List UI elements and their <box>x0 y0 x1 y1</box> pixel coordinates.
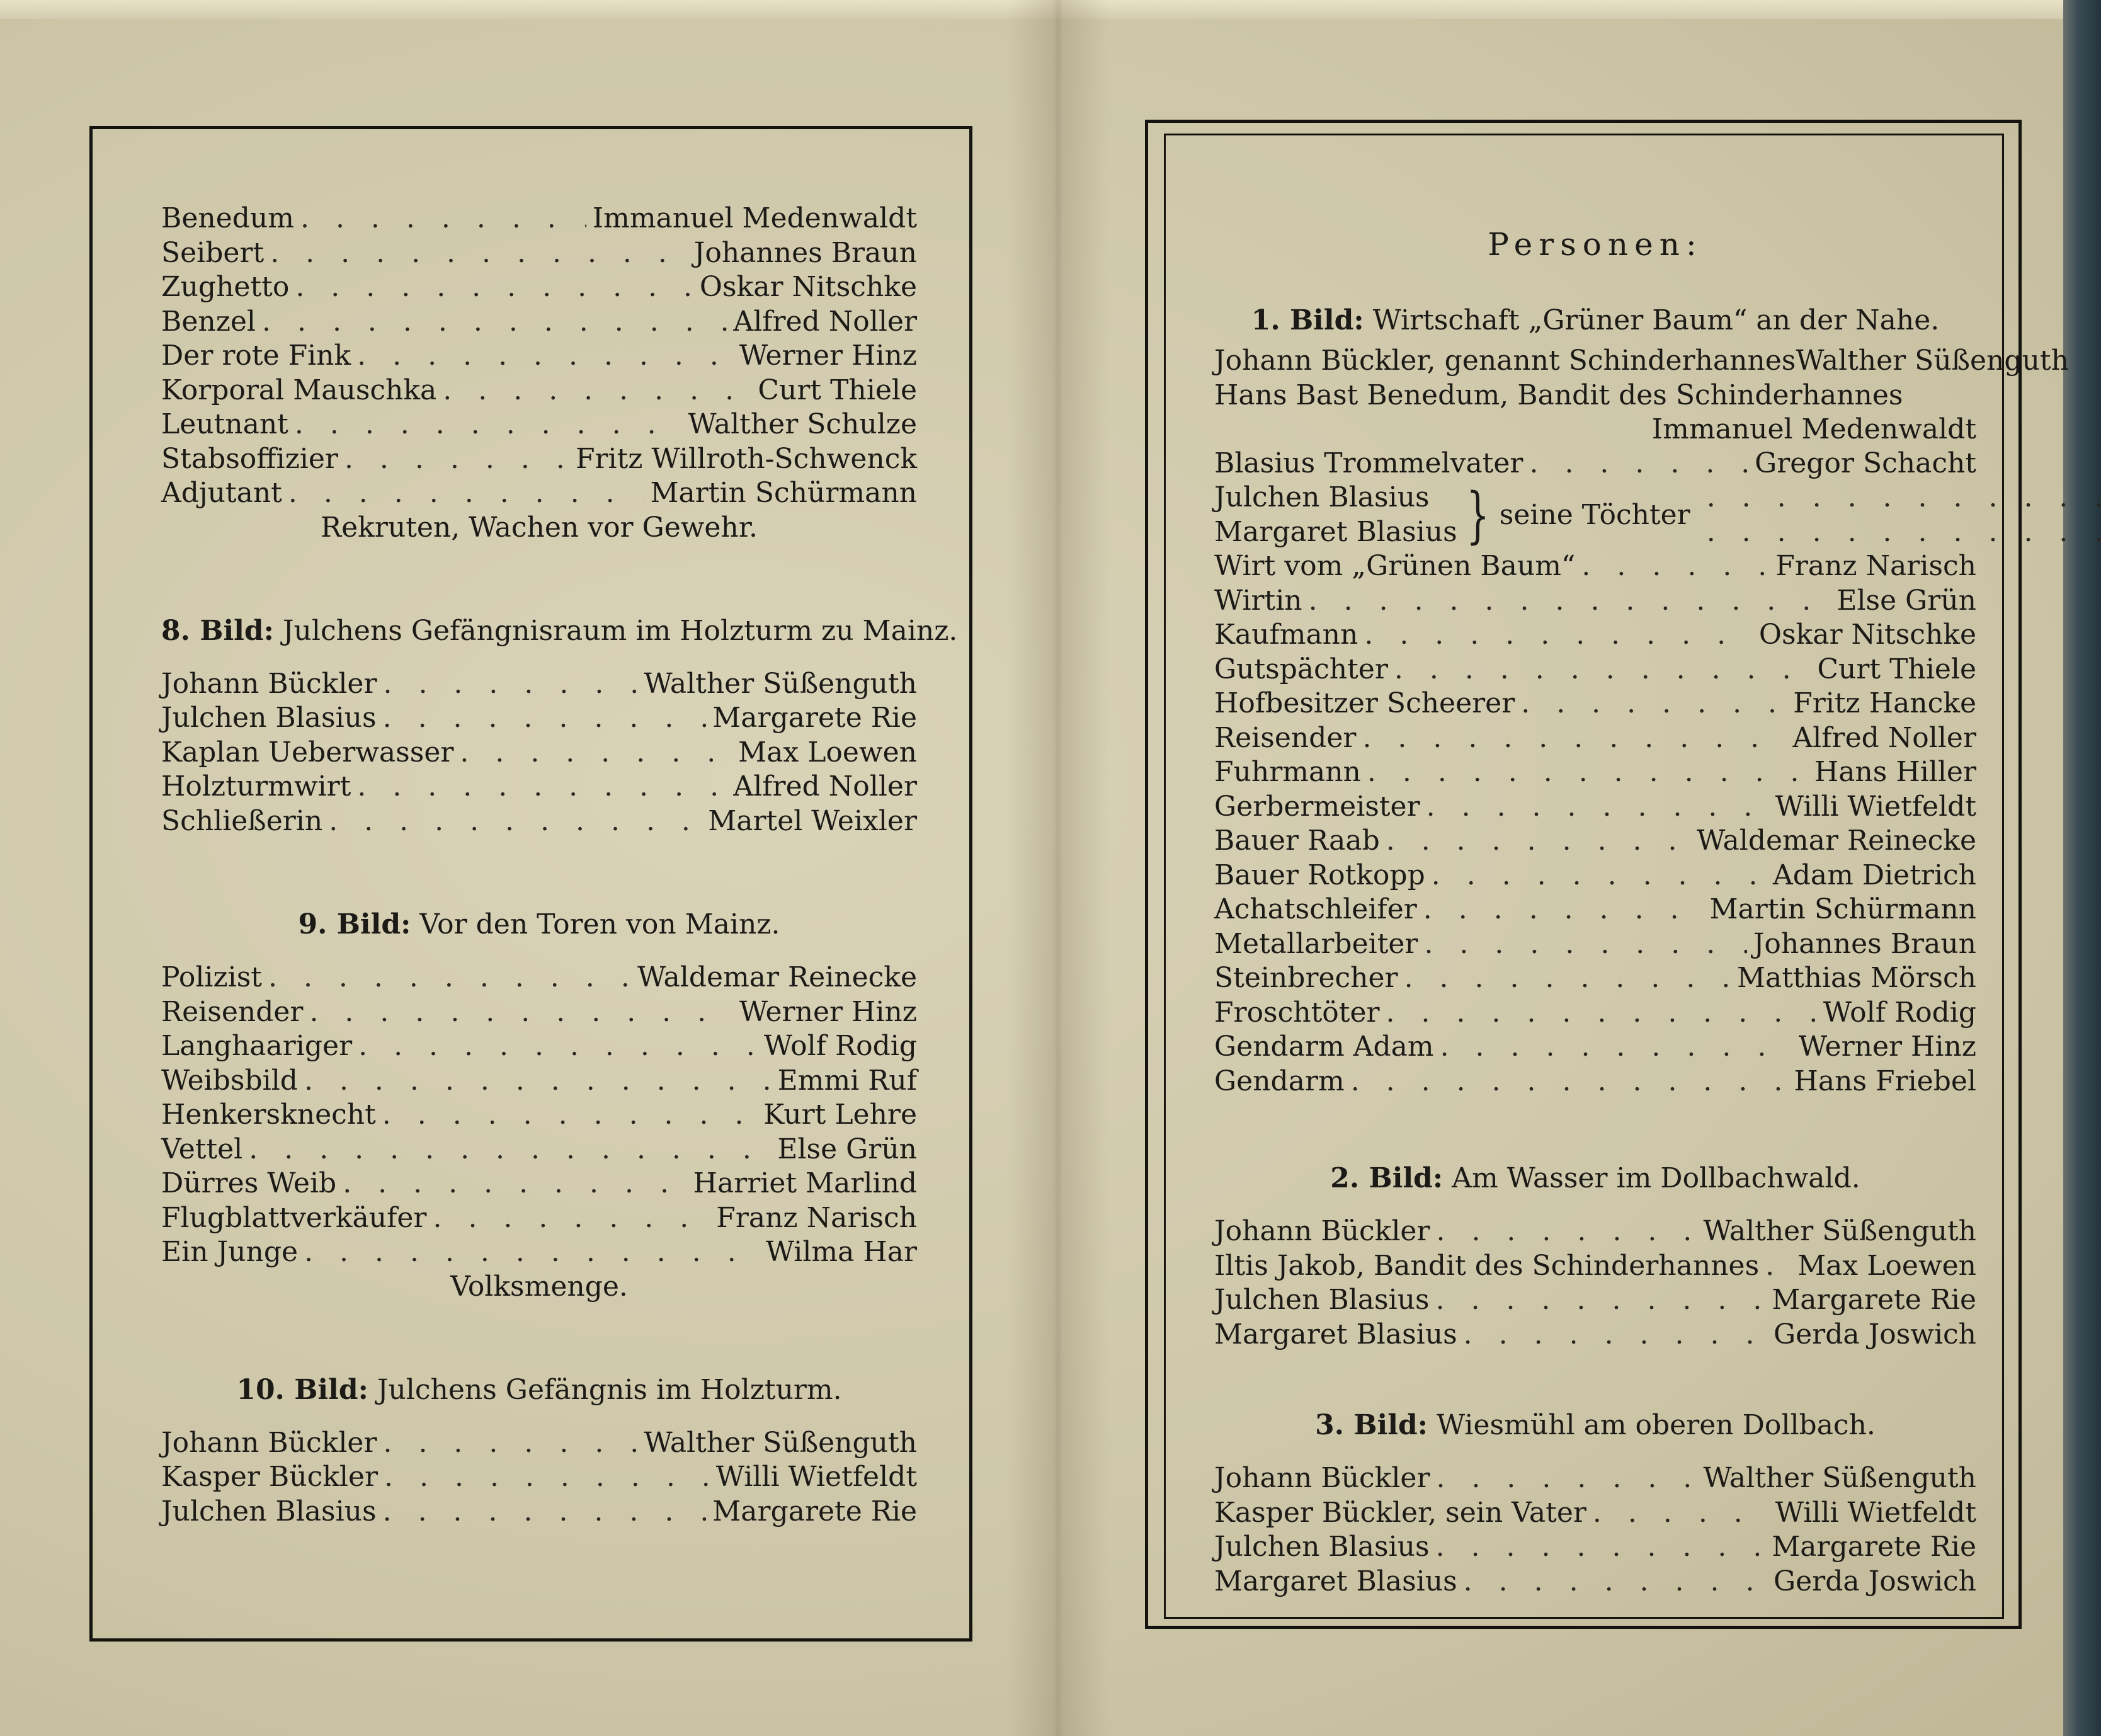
role-name: Bauer Rotkopp <box>1214 859 1425 891</box>
scene-3-heading <box>1214 1408 1976 1442</box>
cast-row <box>161 667 917 702</box>
role-name: Benzel <box>161 305 256 338</box>
cast-row <box>161 305 917 340</box>
scene-8-cast <box>161 667 917 839</box>
cast-row <box>161 1098 917 1133</box>
leader-dots <box>383 701 707 735</box>
actor-name: Oskar Nitschke <box>1758 619 1976 651</box>
scene-2-cast <box>1214 1214 1976 1352</box>
role-name: Bauer Raab <box>1214 825 1380 857</box>
actor-name: Emmi Ruf <box>777 1064 917 1097</box>
role-name: Hans Bast Benedum, Bandit des Schinderhannes <box>1214 379 1903 411</box>
role-name: Gendarm <box>1214 1065 1345 1097</box>
leader-dots <box>268 961 631 995</box>
role-name: Holzturmwirt <box>161 770 351 802</box>
actor-name: Waldemar Reinecke <box>1697 825 1976 857</box>
actor-name: Franz Narisch <box>1775 550 1976 582</box>
leader-dots <box>1707 515 2101 550</box>
cast-row <box>1214 1461 1976 1496</box>
actor-name: Martin Schürmann <box>1709 893 1976 925</box>
actor-name: Willi Wietfeldt <box>1775 790 1976 823</box>
actor-name: Gregor Schacht <box>1755 447 1976 479</box>
scene-1-heading <box>1214 304 1976 338</box>
cast-row <box>161 1167 917 1201</box>
cast-row <box>1214 893 1976 927</box>
actor-name: Walther Süßenguth <box>1796 345 2069 377</box>
actor-name: Max Loewen <box>738 736 917 768</box>
scene-9-title: Vor den Toren von Mainz. <box>419 908 780 940</box>
role-name: Margaret Blasius <box>1214 1318 1457 1351</box>
cast-row <box>161 1064 917 1099</box>
role-name: Reisender <box>161 995 304 1028</box>
role-name: Wirtin <box>1214 584 1302 617</box>
cast-row <box>161 1201 917 1236</box>
scene-1-number: 1. Bild: <box>1251 304 1364 336</box>
actor-name: Willi Wietfeldt <box>715 1461 917 1493</box>
leader-dots <box>249 1133 771 1167</box>
role-name: Julchen Blasius <box>1214 1284 1430 1316</box>
role-name: Dürres Weib <box>161 1167 337 1199</box>
actor-name: Waldemar Reinecke <box>637 961 917 993</box>
actor-name: Martin Schürmann <box>650 477 917 509</box>
cast-row <box>161 236 917 271</box>
leader-dots <box>383 1426 637 1460</box>
leader-dots <box>329 804 702 838</box>
leader-dots <box>1426 790 1769 824</box>
cast-row <box>1214 687 1976 721</box>
cast-row <box>161 770 917 804</box>
actor-name: Margarete Rie <box>1772 1531 1976 1563</box>
actor-name: Willi Wietfeldt <box>1775 1496 1976 1529</box>
cast-row <box>1214 1565 1976 1599</box>
leader-dots <box>1386 996 1817 1030</box>
leader-dots <box>1424 927 1746 961</box>
leader-dots <box>344 442 569 476</box>
leader-dots <box>460 736 732 770</box>
leader-dots <box>1436 1461 1697 1495</box>
role-name: Johann Bückler, genannt Schinderhannes <box>1214 345 1796 377</box>
role-name: Polizist <box>161 961 262 993</box>
scene-9-cast <box>161 961 917 1270</box>
leader-dots <box>262 305 727 339</box>
cast-row <box>1214 755 1976 790</box>
role-name: Wirt vom „Grünen Baum“ <box>1214 550 1576 582</box>
scene-2-title: Am Wasser im Dollbachwald. <box>1452 1162 1860 1194</box>
actor-name: Werner Hinz <box>739 340 917 372</box>
leader-dots <box>288 476 644 510</box>
cast-row <box>1214 790 1976 825</box>
leader-dots <box>1440 1030 1792 1064</box>
cast-row <box>161 1029 917 1064</box>
actor-name: Immanuel Medenwaldt <box>1651 413 1976 445</box>
cast-row <box>1214 1496 1976 1531</box>
actor-name: Walther Süßenguth <box>644 667 917 700</box>
cast-row <box>161 961 917 995</box>
actor-name: Martel Weixler <box>708 804 917 837</box>
actor-name: Margarete Rie <box>712 702 917 734</box>
scene-1-title: Wirtschaft „Grüner Baum“ an der Nahe. <box>1372 304 1940 336</box>
actor-name: Harriet Marlind <box>693 1167 917 1199</box>
role-name: Hofbesitzer Scheerer <box>1214 687 1515 719</box>
cast-row <box>161 701 917 736</box>
cast-row <box>161 1235 917 1270</box>
leader-dots <box>1707 481 2101 515</box>
cast-row <box>1214 1065 1976 1099</box>
role-name: Vettel <box>161 1133 243 1165</box>
leader-dots <box>433 1201 710 1235</box>
cast-row <box>161 202 917 236</box>
right-page-content <box>1214 226 2069 1599</box>
cast-row <box>161 1460 917 1495</box>
actor-name: Oskar Nitschke <box>699 271 917 303</box>
leader-dots <box>1394 653 1811 687</box>
sisters-label: seine Töchter <box>1499 499 1690 531</box>
cast-row <box>161 408 917 442</box>
leader-dots <box>1464 1318 1767 1352</box>
leader-dots <box>357 770 727 804</box>
cast-row <box>1214 996 1976 1031</box>
scene-3-number: 3. Bild: <box>1315 1409 1428 1441</box>
leader-dots <box>295 270 693 304</box>
actor-name: Johannes Braun <box>693 236 917 269</box>
scene-9-note: Volksmenge. <box>450 1270 628 1303</box>
role-name: Johann Bückler <box>161 667 377 700</box>
cast-row <box>161 442 917 477</box>
leader-dots <box>1309 584 1831 618</box>
role-name: Flugblattverkäufer <box>161 1201 427 1234</box>
role-name: Johann Bückler <box>1214 1462 1430 1494</box>
leader-dots <box>1436 1283 1766 1317</box>
role-name: Leutnant <box>161 408 288 440</box>
leader-dots <box>1404 961 1731 995</box>
book-spine <box>2063 0 2101 1736</box>
actor-name: Wolf Rodig <box>763 1030 917 1062</box>
cast-row <box>1214 824 1976 859</box>
page-title: Personen: <box>1488 226 1703 263</box>
actor-name: Wolf Rodig <box>1823 996 1976 1029</box>
cast-row <box>1214 1214 1976 1249</box>
leader-dots <box>1367 755 1808 789</box>
scene-9-heading <box>161 908 917 942</box>
cast-row <box>1214 1030 1976 1065</box>
actor-name: Fritz Hancke <box>1793 687 1976 719</box>
leader-dots <box>384 1460 710 1494</box>
scene-9-number: 9. Bild: <box>298 908 411 940</box>
continuation-cast <box>161 202 917 511</box>
cast-row <box>1214 618 1976 653</box>
scene-8-heading <box>161 614 958 648</box>
actor-name: Johannes Braun <box>1753 927 1976 960</box>
cast-row <box>1214 549 1976 584</box>
cast-row <box>1214 721 1976 756</box>
role-name: Iltis Jakob, Bandit des Schinderhannes <box>1214 1249 1760 1282</box>
actor-name: Margarete Rie <box>1772 1284 1976 1316</box>
scene-10-title: Julchens Gefängnis im Holzturm. <box>377 1373 842 1406</box>
leader-dots <box>1436 1214 1697 1248</box>
scene-1-cast <box>1214 549 1976 1099</box>
role-name: Gendarm Adam <box>1214 1031 1434 1063</box>
brace-icon: } <box>1466 479 1489 551</box>
cast-row <box>1214 653 1976 687</box>
leader-dots <box>1364 618 1753 652</box>
cast-row <box>161 476 917 511</box>
role-name: Korporal Mauschka <box>161 374 437 406</box>
cast-row <box>161 804 917 839</box>
role-name: Der rote Fink <box>161 340 351 372</box>
leader-dots <box>358 1029 758 1063</box>
leader-dots <box>1362 721 1786 755</box>
actor-name: Hans Friebel <box>1794 1065 1976 1097</box>
role-name: Kasper Bückler <box>161 1461 379 1493</box>
leader-dots <box>1432 859 1767 893</box>
left-page-content <box>161 202 958 1529</box>
actor-name: Walther Schulze <box>688 408 917 440</box>
actor-name: Walther Süßenguth <box>1703 1215 1976 1247</box>
actor-name: Franz Narisch <box>716 1201 917 1234</box>
actor-name: Werner Hinz <box>1798 1031 1976 1063</box>
cast-row <box>161 339 917 374</box>
cast-row <box>1214 1318 1976 1352</box>
scene-3-title: Wiesmühl am oberen Dollbach. <box>1436 1409 1876 1441</box>
cast-row <box>1214 927 1976 962</box>
role-name: Fuhrmann <box>1214 756 1361 788</box>
leader-dots <box>1423 893 1704 927</box>
actor-name: Gerda Joswich <box>1773 1565 1976 1597</box>
leader-dots <box>295 408 682 442</box>
cast-row <box>1214 1283 1976 1318</box>
role-name: Kaplan Ueberwasser <box>161 736 454 768</box>
actor-name: Hans Hiller <box>1814 756 1976 788</box>
role-name: Kasper Bückler, sein Vater <box>1214 1496 1586 1529</box>
scene-10-cast <box>161 1426 917 1529</box>
leader-dots <box>304 1064 772 1098</box>
cast-row <box>161 736 917 770</box>
cast-row <box>161 1495 917 1529</box>
leader-dots <box>1464 1565 1767 1599</box>
leader-dots <box>383 667 637 701</box>
actor-name: Alfred Noller <box>733 305 917 338</box>
role-name: Froschtöter <box>1214 996 1380 1029</box>
leader-dots <box>270 236 688 270</box>
leader-dots <box>300 202 586 236</box>
role-name: Steinbrecher <box>1214 962 1398 994</box>
role-name: Zughetto <box>161 271 290 303</box>
book-gutter <box>1008 0 1108 1736</box>
scene-2-heading <box>1214 1162 1976 1196</box>
actor-name: Kurt Lehre <box>763 1099 917 1131</box>
sisters-group <box>1214 481 1976 549</box>
actor-name: Alfred Noller <box>1792 721 1976 754</box>
role-name: Langhaariger <box>161 1030 353 1062</box>
role-name: Adjutant <box>161 477 282 509</box>
actor-name: Fritz Willroth-Schwenck <box>575 442 917 475</box>
leader-dots <box>1521 687 1787 721</box>
role-name: Henkersknecht <box>161 1099 376 1131</box>
scene-8-title: Julchens Gefängnisraum im Holzturm zu Mainz. <box>282 614 958 647</box>
cast-row <box>161 270 917 305</box>
scene-8-number: 8. Bild: <box>161 614 274 647</box>
cast-row <box>1214 447 1976 481</box>
leader-dots <box>343 1167 686 1201</box>
actor-name: Curt Thiele <box>1817 653 1976 685</box>
cast-row <box>161 995 917 1030</box>
actor-name: Else Grün <box>1836 584 1976 617</box>
actor-name: Walther Süßenguth <box>1703 1462 1976 1494</box>
role-name: Julchen Blasius <box>161 1495 377 1528</box>
role-name: Reisender <box>1214 721 1357 754</box>
role-name: Julchen Blasius <box>161 702 377 734</box>
leader-dots <box>304 1235 760 1269</box>
leader-dots <box>1386 824 1690 858</box>
cast-row <box>161 374 917 408</box>
scene-10-heading <box>161 1373 917 1407</box>
role-name: Metallarbeiter <box>1214 927 1418 960</box>
leader-dots <box>1581 549 1769 583</box>
leader-dots <box>309 995 732 1029</box>
actor-name: Alfred Noller <box>733 770 917 802</box>
continuation-note: Rekruten, Wachen vor Gewehr. <box>321 511 758 544</box>
actor-name: Wilma Har <box>765 1236 917 1268</box>
cast-row <box>161 1133 917 1167</box>
leader-dots <box>1436 1530 1766 1564</box>
cast-row <box>1214 1530 1976 1565</box>
leader-dots <box>1351 1065 1788 1099</box>
role-name: Seibert <box>161 236 265 269</box>
leader-dots <box>382 1098 758 1132</box>
cast-row <box>1214 584 1976 619</box>
cast-row <box>1214 344 2069 379</box>
actor-name: Max Loewen <box>1797 1249 1976 1282</box>
role-name: Ein Junge <box>161 1236 299 1268</box>
actor-name: Margarete Rie <box>712 1495 917 1528</box>
sisters-roles <box>1214 481 1457 549</box>
cast-row <box>1214 1249 1976 1284</box>
actor-name: Matthias Mörsch <box>1737 962 1976 994</box>
leader-dots <box>357 339 733 373</box>
role-name: Achatschleifer <box>1214 893 1417 925</box>
leader-dots <box>383 1495 707 1529</box>
role-name: Gutspächter <box>1214 653 1388 685</box>
cast-row <box>161 1426 917 1461</box>
role-name: Julchen Blasius <box>1214 1531 1430 1563</box>
actor-name: Walther Süßenguth <box>644 1426 917 1459</box>
sisters-actors <box>1700 481 2101 549</box>
actor-name: Werner Hinz <box>739 995 917 1028</box>
role-name: Margaret Blasius <box>1214 515 1457 548</box>
leader-dots <box>1593 1496 1769 1530</box>
role-name: Julchen Blasius <box>1214 481 1430 513</box>
cast-row <box>1214 961 1976 996</box>
actor-name: Curt Thiele <box>758 374 917 406</box>
role-name: Johann Bückler <box>161 1426 377 1459</box>
role-name: Kaufmann <box>1214 619 1358 651</box>
role-name: Gerbermeister <box>1214 790 1420 823</box>
role-name: Schließerin <box>161 804 323 837</box>
leader-dots <box>443 374 751 408</box>
actor-name: Immanuel Medenwaldt <box>592 202 917 234</box>
role-name: Johann Bückler <box>1214 1215 1430 1247</box>
scene-3-cast <box>1214 1461 1976 1599</box>
role-name: Weibsbild <box>161 1064 298 1097</box>
role-name: Stabsoffizier <box>161 442 338 475</box>
actor-name: Gerda Joswich <box>1773 1318 1976 1351</box>
scene-10-number: 10. Bild: <box>236 1373 368 1406</box>
role-name: Blasius Trommelvater <box>1214 447 1523 479</box>
actor-name: Adam Dietrich <box>1772 859 1976 891</box>
leader-dots <box>1765 1249 1791 1283</box>
scene-2-number: 2. Bild: <box>1330 1162 1443 1194</box>
role-name: Margaret Blasius <box>1214 1565 1457 1597</box>
leader-dots <box>1529 447 1748 481</box>
role-name: Benedum <box>161 202 294 234</box>
cast-row <box>1214 859 1976 893</box>
actor-name: Else Grün <box>777 1133 917 1165</box>
